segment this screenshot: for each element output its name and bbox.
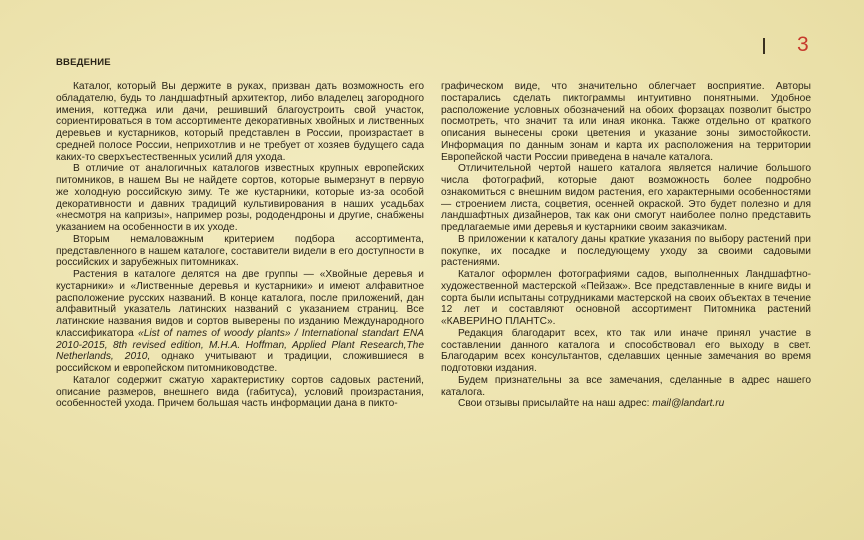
paragraph: Вторым немаловажным критерием подбора ассортимента, представленного в нашем каталоге, составители видели в его доступности в российских и зарубежных питомниках. xyxy=(56,233,424,269)
email-address: mail@landart.ru xyxy=(652,398,725,410)
paragraph xyxy=(441,398,811,410)
left-text-column xyxy=(56,81,424,410)
paragraph: Редакция благодарит всех, кто так или иначе принял участие в составлении данного каталога и способствовал его выходу в свет. Благодарим всех консультантов, сделавших ценные замечания во время подготовки издания. xyxy=(441,327,811,374)
paragraph: В приложении к каталогу даны краткие указания по выбору растений при покупке, их посадке и последующему уходу за своими садовыми растениями. xyxy=(441,233,811,269)
citation-text: «List of names of woody plants» / International standart ENA 2010-2015, 8th revised edition, M.H.A. Hoffman, Applied Plant Research,The Netherlands, 2010, xyxy=(56,327,424,363)
paragraph: Отличительной чертой нашего каталога является наличие большого числа фотографий, которые дают возможность более подробно ознакомиться с внешним видом растения, его характерными особенностями — строением листа, соцветия, осенней окраской. Это будет полезно и для ландшафтных дизайнеров, так как они смогут наиболее полно представить предлагаемые ими деревья и кустарники своим заказчикам. xyxy=(441,163,811,233)
paragraph-text: Свои отзывы присылайте на наш адрес: xyxy=(458,398,653,410)
paragraph-text: Растения в каталоге делятся на две группы — «Хвойные деревья и кустарники» и «Лиственные деревья и кустарники» и имеют алфавитное расположение русских названий. В конце каталога, после приложений, дан алфавитный указатель латинских названий с указанием страниц. Все латинские названия видов и сортов выверены по изданию Международного классификатора xyxy=(56,269,424,339)
paragraph: графическом виде, что значительно облегчает восприятие. Авторы постарались сделать пиктограммы интуитивно понятными. Удобное расположение условных обозначений на обоих форзацах позволит быстро посмотреть, что значит та или иная иконка. Также отдельно от краткого описания вынесены сроки цветения и указание зоны зимостойкости. Информация по данным зонам и карта их расположения на территории Европейской части России приведена в начале каталога. xyxy=(441,81,811,163)
paragraph: Будем признательны за все замечания, сделанные в адрес нашего каталога. xyxy=(441,374,811,398)
paragraph: Каталог, который Вы держите в руках, призван дать возможность его обладателю, будь то ландшафтный архитектор, либо владелец загородного имения, коттеджа или дачи, решивший благоустроить свой участок, сориентироваться в том ассортименте декоративных хвойных и лиственных деревьев и кустарников, который представлен в России, произрастает в средней полосе России, неприхотлив и не требует от хозяев будущего сада каких-то сверхъестественных усилий для ухода. xyxy=(56,81,424,163)
page-number: 3 xyxy=(797,33,809,56)
paragraph: Каталог содержит сжатую характеристику сортов садовых растений, описание размеров, внешнего вида (габитуса), условий произрастания, особенностей ухода. Причем большая часть информации дана в пикто- xyxy=(56,374,424,410)
page-number-divider xyxy=(763,38,765,54)
paragraph xyxy=(56,269,424,375)
right-text-column xyxy=(441,81,811,410)
paragraph-text: однако учитывают и традиции, сложившиеся в российском и европейском питомниководстве. xyxy=(56,351,424,374)
paragraph: Каталог оформлен фотографиями садов, выполненных Ландшафтно-художественной мастерской «Пейзаж». Все представленные в книге виды и сорта были испытаны сотрудниками мастерской на своих объектах в течение 12 лет и составляют основной ассортимент Питомника растений «КАВЕРИНО ПЛАНТС». xyxy=(441,269,811,327)
section-heading: ВВЕДЕНИЕ xyxy=(56,57,111,68)
paragraph: В отличие от аналогичных каталогов известных крупных европейских питомников, в нашем Вы не найдете сортов, которые вымерзнут в первую же холодную российскую зиму. Те же кустарники, которые из-за особой декоративности и давних традиций культивирования в наших усадьбах «несмотря на капризы», например розы, рододендроны и другие, снабжены указанием на особенности в их уходе. xyxy=(56,163,424,233)
